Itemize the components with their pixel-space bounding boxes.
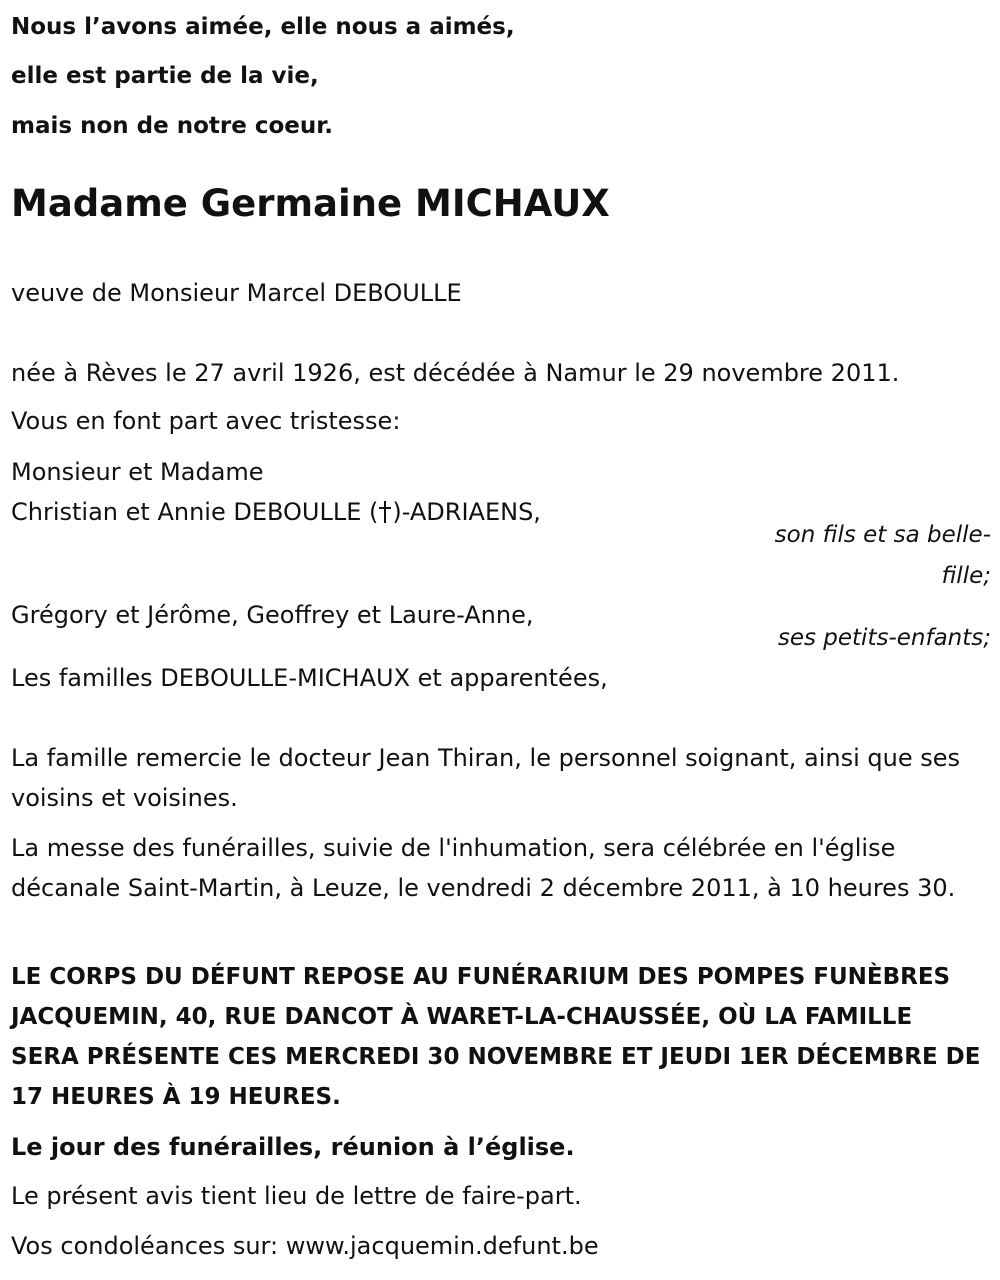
son-line-1: Monsieur et Madame — [11, 458, 264, 486]
funeral-mass-paragraph: La messe des funérailles, suivie de l'inhumation, sera célébrée en l'église décanale Saint-Martin, à Leuze, le vendredi 2 décembre 2011, à 10 heures 30. — [11, 834, 956, 902]
cross-icon — [378, 501, 392, 523]
funerarium-paragraph: LE CORPS DU DÉFUNT REPOSE AU FUNÉRARIUM DES POMPES FUNÈBRES JACQUEMIN, 40, RUE DANCOT À WARET-LA-CHAUSSÉE, OÙ LA FAMILLE SERA PRÉSENTE CES MERCREDI 30 NOVEMBRE ET JEUDI 1ER DÉCEMBRE DE 17 HEURES À 19 HEURES. — [11, 964, 981, 1110]
deceased-name: Madame Germaine MICHAUX — [11, 182, 610, 225]
poem-line-1: Nous l’avons aimée, elle nous a aimés, — [11, 14, 515, 40]
poem-line-3: mais non de notre coeur. — [11, 113, 334, 139]
thanks-paragraph: La famille remercie le docteur Jean Thiran, le personnel soignant, ainsi que ses voisins et voisines. — [11, 744, 961, 812]
families: Les familles DEBOULLE-MICHAUX et apparentées, — [11, 664, 608, 692]
condolences-text: Vos condoléances sur: www.jacquemin.defunt.be — [11, 1232, 599, 1260]
birth-death: née à Rèves le 27 avril 1926, est décédée à Namur le 29 novembre 2011. — [11, 359, 900, 387]
grandchildren-relation: ses petits-enfants; — [777, 625, 991, 651]
widow-of: veuve de Monsieur Marcel DEBOULLE — [11, 279, 462, 307]
son-line-2 — [11, 497, 541, 527]
son-line-2-start: Christian et Annie DEBOULLE ( — [11, 498, 379, 526]
announce-text: Vous en font part avec tristesse: — [11, 407, 401, 435]
son-line-2-end: )-ADRIAENS, — [392, 498, 541, 526]
grandchildren: Grégory et Jérôme, Geoffrey et Laure-Anne, — [11, 601, 534, 629]
poem-line-2: elle est partie de la vie, — [11, 63, 319, 89]
notice-text: Le présent avis tient lieu de lettre de faire-part. — [11, 1182, 582, 1210]
son-relation-2: fille; — [941, 563, 991, 589]
son-relation-1: son fils et sa belle- — [774, 522, 991, 548]
meeting-text: Le jour des funérailles, réunion à l’église. — [11, 1133, 575, 1161]
